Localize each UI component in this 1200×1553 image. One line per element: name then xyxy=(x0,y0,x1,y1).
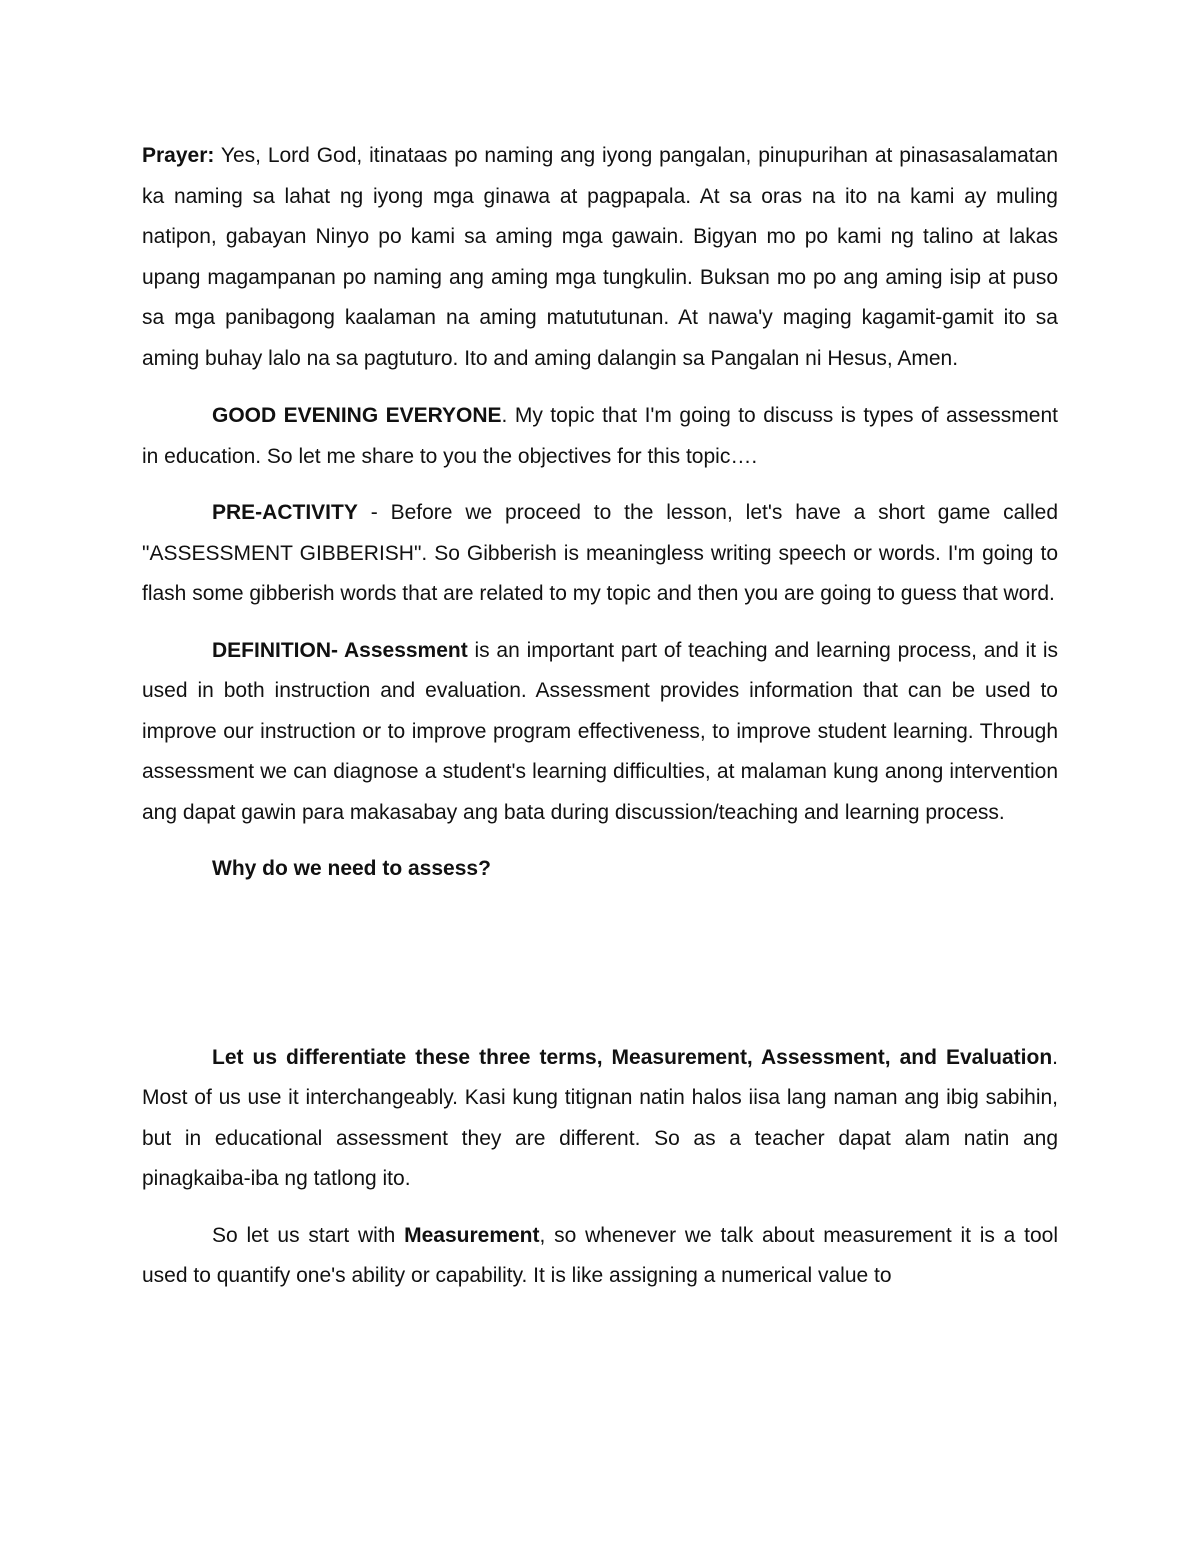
pre-activity-bold: PRE-ACTIVITY xyxy=(212,501,358,524)
measurement-prefix: So let us start with xyxy=(212,1223,405,1247)
differentiate-text: . Most of us use it interchangeably. Kasi kung titignan natin halos iisa lang naman ang ibig sabihin, but in educational assessment they are different. So as a teacher dapat alam natin ang pinagkaiba-iba ng tatlong ito. xyxy=(142,1045,1058,1190)
definition-bold: DEFINITION- Assessment xyxy=(212,638,468,662)
differentiate-bold: Let us differentiate these three terms, Measurement, Assessment, and Evaluation xyxy=(212,1045,1053,1069)
why-heading xyxy=(142,849,1058,890)
measurement-paragraph xyxy=(142,1216,1058,1297)
measurement-bold: Measurement xyxy=(404,1223,540,1247)
why-heading-text: Why do we need to assess? xyxy=(212,857,491,880)
prayer-text: Yes, Lord God, itinataas po naming ang iyong pangalan, pinupurihan at pinasasalamatan ka naming sa lahat ng iyong mga ginawa at pagpapala. At sa oras na ito na kami ay muling natipon, gabayan Ninyo po kami sa aming mga gawain. Bigyan mo po kami ng talino at lakas upang magampanan po naming ang aming mga tungkulin. Buksan mo po ang aming isip at puso sa mga panibagong kaalaman na aming matututunan. At nawa'y maging kagamit-gamit ito sa aming buhay lalo na sa pagtuturo. Ito and aming dalangin sa Pangalan ni Hesus, Amen. xyxy=(142,144,1058,370)
prayer-paragraph xyxy=(142,136,1058,379)
definition-paragraph xyxy=(142,631,1058,834)
greeting-bold: GOOD EVENING EVERYONE xyxy=(212,404,502,427)
greeting-text: . My topic that I'm going to discuss is types of assessment in education. So let me share to you the objectives for this topic…. xyxy=(142,404,1058,468)
differentiate-paragraph xyxy=(142,1038,1058,1200)
prayer-label: Prayer: xyxy=(142,144,215,167)
greeting-paragraph xyxy=(142,396,1058,477)
blank-space xyxy=(142,906,1058,1038)
pre-activity-text: - Before we proceed to the lesson, let's have a short game called "ASSESSMENT GIBBERISH". So Gibberish is meaningless writing speech or words. I'm going to flash some gibberish words that are related to my topic and then you are going to guess that word. xyxy=(142,501,1058,605)
measurement-text: , so whenever we talk about measurement it is a tool used to quantify one's ability or capability. It is like assigning a numerical value to xyxy=(142,1223,1058,1287)
pre-activity-paragraph xyxy=(142,493,1058,615)
definition-text: is an important part of teaching and learning process, and it is used in both instruction and evaluation. Assessment provides information that can be used to improve our instruction or to improve program effectiveness, to improve student learning. Through assessment we can diagnose a student's learning difficulties, at malaman kung anong intervention ang dapat gawin para makasabay ang bata during discussion/teaching and learning process. xyxy=(142,638,1058,824)
document-page xyxy=(142,136,1058,1313)
